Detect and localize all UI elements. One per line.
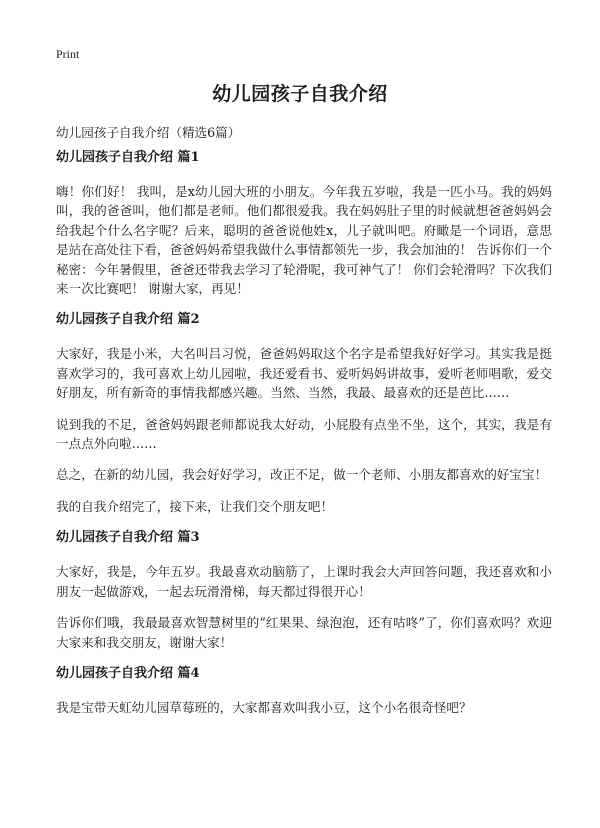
section-heading: 幼儿园孩子自我介绍 篇3	[56, 530, 200, 546]
section-heading: 幼儿园孩子自我介绍 篇2	[56, 312, 200, 328]
paragraph: 大家好，我是，今年五岁。我最喜欢动脑筋了，上课时我会大声回答问题，我还喜欢和小朋友一起做游戏，一起去玩滑滑梯，每天都过得很开心！	[56, 564, 552, 599]
paragraph: 我是宝带天虹幼儿园草莓班的，大家都喜欢叫我小豆，这个小名很奇怪吧？	[56, 699, 472, 715]
article-body	[56, 148, 552, 729]
print-link[interactable]: Print	[56, 47, 80, 61]
section-1	[56, 148, 552, 298]
paragraph: 总之，在新的幼儿园，我会好好学习，改正不足，做一个老师、小朋友都喜欢的好宝宝！	[56, 467, 548, 483]
section-heading: 幼儿园孩子自我介绍 篇1	[56, 150, 200, 165]
document-title: 幼儿园孩子自我介绍	[212, 83, 388, 105]
paragraph: 说到我的不足，爸爸妈妈跟老师都说我太好动，小屁股有点坐不坐，这个，其实，我是有一点点外向啦……	[56, 416, 552, 452]
section-3	[56, 528, 552, 652]
paragraph: 我的自我介绍完了，接下来，让我们交个朋友吧！	[56, 498, 334, 514]
section-heading: 幼儿园孩子自我介绍 篇4	[56, 665, 200, 681]
paragraph: 告诉你们哦，我最最喜欢智慧树里的“红果果、绿泡泡，还有咕咚”了，你们喜欢吗？欢迎大家来和我交朋友，谢谢大家！	[56, 615, 552, 650]
document-subtitle: 幼儿园孩子自我介绍（精选6篇）	[56, 125, 241, 140]
section-4	[56, 664, 552, 717]
paragraph: 大家好，我是小米，大名叫吕习悦，爸爸妈妈取这个名字是希望我好好学习。其实我是挺喜欢学习的，我可喜欢上幼儿园啦，我还爱看书、爱听妈妈讲故事，爱听老师唱歌，爱交好朋友，所有新奇的事情我都感兴趣。当然、当然，我最、最喜欢的还是芭比……	[56, 346, 552, 401]
section-2	[56, 310, 552, 516]
paragraph: 嗨！你们好！ 我叫，是x幼儿园大班的小朋友。今年我五岁啦，我是一匹小马。我的妈妈叫，我的爸爸叫，他们都是老师。他们都很爱我。我在妈妈肚子里的时候就想爸爸妈妈会给我起个什么名字呢？后来，聪明的爸爸说他姓x，儿子就叫吧。府瞰是一个词语，意思是站在高处往下看，爸爸妈妈希望我做什么事情都领先一步，我会加油的！ 告诉你们一个秘密：今年暑假里，爸爸还带我去学习了轮滑呢，我可神气了！ 你们会轮滑吗？下次我们来一次比赛吧！ 谢谢大家，再见！	[56, 184, 552, 297]
